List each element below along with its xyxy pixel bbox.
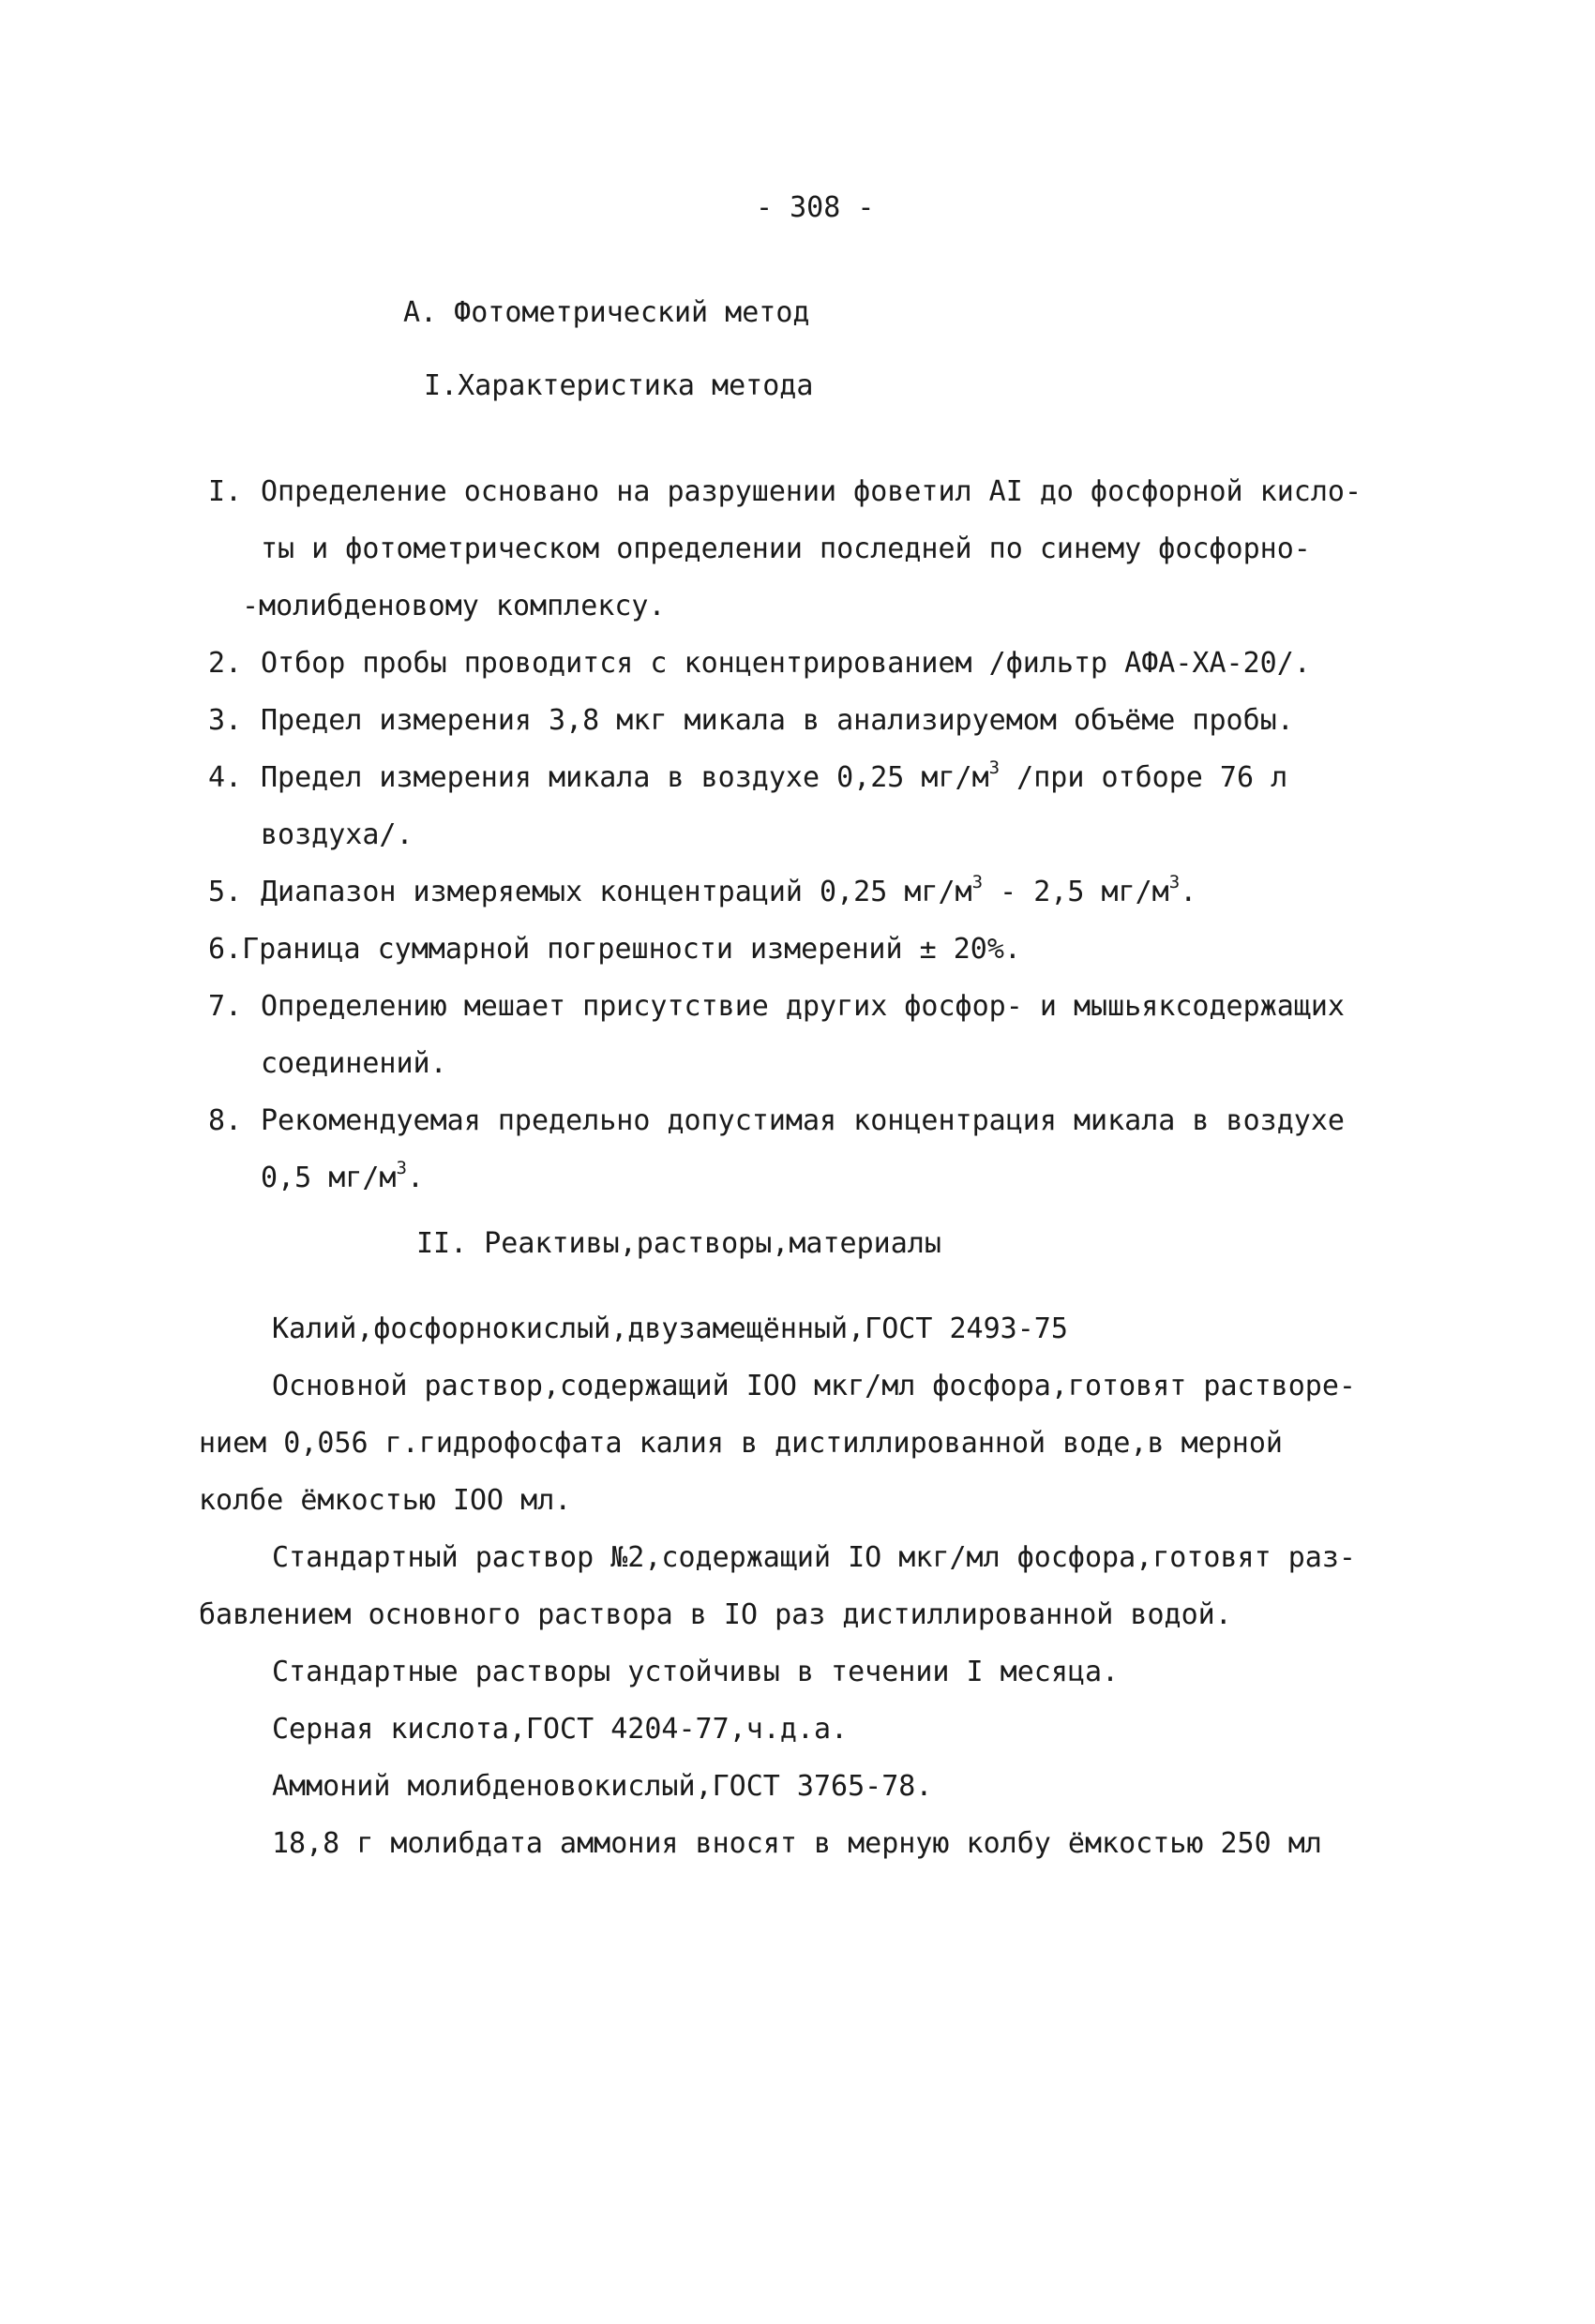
body-line: Стандартный раствор №2,содержащий IO мкг/мл фосфора,готовят раз- <box>272 1541 1356 1574</box>
item-text: Граница суммарной погрешности измерений ± 20%. <box>242 933 1021 966</box>
page-number: - 308 - <box>756 191 875 224</box>
superscript: 3 <box>971 872 984 892</box>
body-line: нием 0,056 г.гидрофосфата калия в дистиллированной воде,в мерной <box>199 1427 1283 1460</box>
body-line: Аммоний молибденовокислый,ГОСТ 3765-78. <box>272 1770 933 1803</box>
body-line: Основной раствор,содержащий IOO мкг/мл фосфора,готовят растворе- <box>272 1370 1356 1402</box>
superscript: 3 <box>396 1158 407 1178</box>
body-line: Калий,фосфорнокислый,двузамещённый,ГОСТ 2493-75 <box>272 1312 1068 1345</box>
body-line: 18,8 г молибдата аммония вносят в мерную колбу ёмкостью 250 мл <box>272 1827 1322 1860</box>
list-item <box>208 473 1362 511</box>
item-text: воздуха/. <box>261 818 414 851</box>
item-text: Рекомендуемая предельно допустимая концентрация микала в воздухе <box>261 1104 1345 1137</box>
item-text: Отбор пробы проводится с концентрированием /фильтр АФА-ХА-20/. <box>261 647 1311 680</box>
body-line: колбе ёмкостью IOO мл. <box>199 1484 572 1517</box>
superscript: 3 <box>988 757 1001 778</box>
list-item <box>208 645 1311 682</box>
list-item <box>208 988 1345 1026</box>
section-a-title: А. Фотометрический метод <box>403 296 810 329</box>
body-line: бавлением основного раствора в IO раз дистиллированной водой. <box>199 1598 1232 1631</box>
item-text: -молибденовому комплексу. <box>242 590 666 622</box>
item-text: /при отборе 76 л <box>1000 761 1288 794</box>
item-text: . <box>1180 876 1197 908</box>
item-number: 5. <box>208 876 243 908</box>
item-text: соединений. <box>261 1047 447 1080</box>
section-2-title: II. Реактивы,растворы,материалы <box>416 1227 941 1260</box>
item-text: Предел измерения 3,8 мкг микала в анализируемом объёме пробы. <box>261 704 1294 737</box>
list-item <box>208 702 1294 740</box>
item-text: Предел измерения микала в воздухе 0,25 мг/м <box>261 761 989 794</box>
item-number: 3. <box>208 704 243 737</box>
item-text: - 2,5 мг/м <box>983 876 1169 908</box>
item-number: 2. <box>208 647 243 680</box>
body-line: Серная кислота,ГОСТ 4204-77,ч.д.а. <box>272 1713 849 1746</box>
item-text: Диапазон измеряемых концентраций 0,25 мг/м <box>261 876 972 908</box>
section-1-title: I.Характеристика метода <box>424 369 814 402</box>
item-number: 6. <box>208 933 243 966</box>
list-item <box>208 759 1287 797</box>
item-number: I. <box>208 475 243 508</box>
item-text: ты и фотометрическом определении последней по синему фосфорно- <box>261 532 1311 565</box>
item-number: 7. <box>208 990 243 1023</box>
list-item <box>208 931 1021 968</box>
item-number: 8. <box>208 1104 243 1137</box>
list-item <box>208 874 1196 911</box>
item-number: 4. <box>208 761 243 794</box>
item-text: Определение основано на разрушении фоветил AI до фосфорной кисло- <box>261 475 1362 508</box>
item-text: 0,5 мг/м <box>261 1162 397 1194</box>
list-item <box>208 1102 1345 1140</box>
item-text: Определению мешает присутствие других фосфор- и мышьяксодержащих <box>261 990 1345 1023</box>
item-text <box>261 1160 424 1197</box>
item-text: . <box>406 1162 425 1194</box>
superscript: 3 <box>1168 872 1181 892</box>
body-line: Стандартные растворы устойчивы в течении I месяца. <box>272 1656 1120 1688</box>
